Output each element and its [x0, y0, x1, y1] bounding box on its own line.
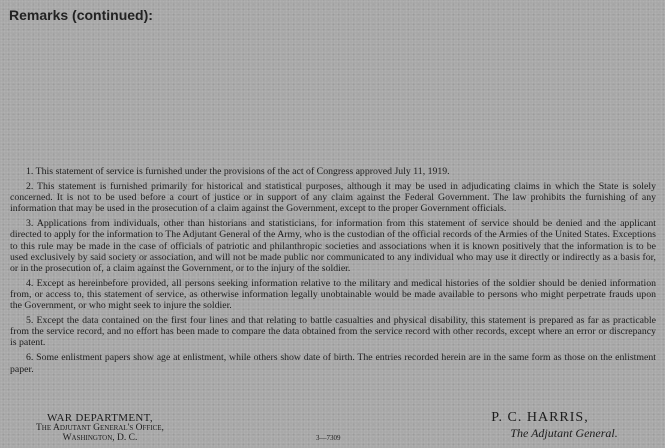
issuing-office: [36, 414, 164, 443]
note-1: 1. This statement of service is furnished under the provisions of the act of Congress approved July 11, 1919.: [26, 166, 450, 177]
department-name: WAR DEPARTMENT,: [47, 412, 153, 424]
note-6: 6. Some enlistment papers show age at enlistment, while others show date of birth. The entries recorded herein are in the same form as those on the enlistment paper.: [10, 352, 656, 375]
remarks-heading: Remarks (continued):: [9, 7, 153, 23]
note-5: 5. Except the data contained on the first four lines and that relating to battle casualties and physical disability, this statement is prepared as far as practicable from the service record, and no effort has been made to compare the data obtained from the service record with other records, except where an error or discrepancy is patent.: [10, 315, 656, 349]
note-2: 2. This statement is furnished primarily for historical and statistical purposes, although it may be used in adjudicating claims in which the State is solely concerned. It is not to be used before a court of justice or in support of any claim against the Federal Government. The law prohibits the furnishing of any information that may be used in the prosecution of a claim against the Government, except to the proper Government officials.: [10, 181, 656, 215]
form-number: 3—7309: [316, 434, 341, 442]
signer-name: P. C. HARRIS,: [491, 410, 589, 425]
signature-block: [440, 410, 640, 441]
office-name: The Adjutant General's Office,: [36, 422, 164, 433]
note-3: 3. Applications from individuals, other than historians and statisticians, for information from this statement of service should be denied and the applicant directed to apply for the information to The Adjutant General of the Army, who is the custodian of the official records of the Armies of the United States. Exceptions to this rule may be made in the case of officials of patriotic and philanthropic societies and associations when it is known positively that the information is to be used exclusively by said society or association, and will not be made public nor communicated to any individual who may use it directly or indirectly as a basis for, or in the prosecution of, a claim against the Government, or to the injury of the soldier.: [10, 218, 656, 274]
note-4: 4. Except as hereinbefore provided, all persons seeking information relative to the military and medical histories of the soldier should be denied information from, or access to, this statement of service, as otherwise information legally unobtainable would be made available to persons who might perpetrate frauds upon the Government, or who might seek to injure the soldier.: [10, 277, 656, 312]
signer-title: The Adjutant General.: [510, 426, 618, 440]
statement-notes: [10, 166, 656, 379]
office-city: Washington, D. C.: [62, 432, 138, 443]
